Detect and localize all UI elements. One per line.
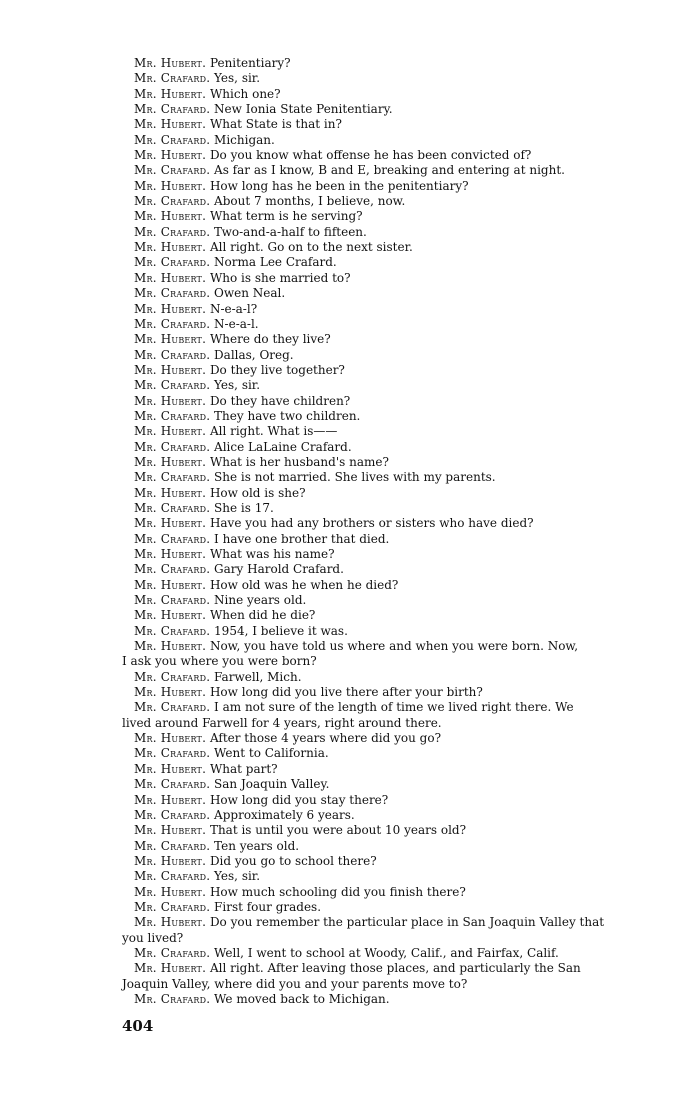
spoken-text: Yes, sir. <box>214 71 261 86</box>
speaker-name: Mr. Hubert. <box>134 424 207 439</box>
speaker-name: Mr. Crafard. <box>134 869 211 884</box>
testimony-line <box>122 700 652 715</box>
spoken-text: How long did you stay there? <box>209 792 389 807</box>
testimony-line <box>122 87 652 102</box>
spoken-text: Approximately 6 years. <box>214 807 355 822</box>
speaker-name: Mr. Crafard. <box>134 945 211 960</box>
spoken-text: That is until you were about 10 years old? <box>209 823 467 838</box>
speaker-name: Mr. Hubert. <box>134 761 207 776</box>
spoken-text: I ask you where you were born? <box>122 654 317 669</box>
speaker-name: Mr. Crafard. <box>134 531 211 546</box>
testimony-line <box>122 547 652 562</box>
testimony-line <box>122 808 652 823</box>
spoken-text: New Ionia State Penitentiary. <box>214 102 393 117</box>
speaker-name: Mr. Crafard. <box>134 623 211 638</box>
testimony-line <box>122 762 652 777</box>
testimony-line <box>122 225 652 240</box>
spoken-text: Well, I went to school at Woody, Calif., and Fairfax, Calif. <box>214 945 559 960</box>
speaker-name: Mr. Crafard. <box>134 899 211 914</box>
spoken-text: What State is that in? <box>209 117 342 132</box>
testimony-line <box>122 424 652 439</box>
testimony-line <box>122 470 652 485</box>
speaker-name: Mr. Hubert. <box>134 86 207 101</box>
speaker-name: Mr. Hubert. <box>134 270 207 285</box>
speaker-name: Mr. Crafard. <box>134 746 211 761</box>
speaker-name: Mr. Crafard. <box>134 838 211 853</box>
speaker-name: Mr. Hubert. <box>134 547 207 561</box>
speaker-name: Mr. Crafard. <box>134 378 211 393</box>
testimony-line <box>122 793 652 808</box>
speaker-name: Mr. Hubert. <box>134 608 207 623</box>
testimony-line <box>122 378 652 393</box>
testimony-line <box>122 885 652 900</box>
spoken-text: Went to California. <box>214 746 329 761</box>
testimony-line <box>122 117 652 132</box>
spoken-text: Do you know what offense he has been convicted of? <box>209 148 532 163</box>
speaker-name: Mr. Crafard. <box>134 255 211 270</box>
testimony-line <box>122 317 652 332</box>
speaker-name: Mr. Crafard. <box>134 286 211 301</box>
spoken-text: She is not married. She lives with my parents. <box>214 470 496 485</box>
spoken-text: First four grades. <box>214 899 322 914</box>
testimony-line <box>122 271 652 286</box>
speaker-name: Mr. Hubert. <box>134 853 207 868</box>
testimony-line <box>122 486 652 501</box>
spoken-text: We moved back to Michigan. <box>214 991 390 1006</box>
spoken-text: Ten years old. <box>214 838 300 853</box>
speaker-name: Mr. Hubert. <box>134 117 207 132</box>
speaker-name: Mr. Crafard. <box>134 439 211 454</box>
spoken-text: Where do they live? <box>209 332 331 347</box>
testimony-line <box>122 869 652 884</box>
testimony-line <box>122 440 652 455</box>
spoken-text: Do you remember the particular place in San Joaquin Valley that <box>209 915 605 930</box>
speaker-name: Mr. Hubert. <box>134 792 207 807</box>
speaker-name: Mr. Crafard. <box>134 669 211 684</box>
testimony-line <box>122 670 652 685</box>
testimony-line <box>122 915 652 930</box>
speaker-name: Mr. Crafard. <box>134 347 211 362</box>
spoken-text: Michigan. <box>214 132 275 147</box>
spoken-text: Penitentiary? <box>209 56 291 70</box>
spoken-text: Norma Lee Crafard. <box>214 255 337 270</box>
spoken-text: All right. After leaving those places, and particularly the San <box>209 961 581 976</box>
testimony-line <box>122 255 652 270</box>
spoken-text: Alice LaLaine Crafard. <box>214 439 352 454</box>
speaker-name: Mr. Crafard. <box>134 470 211 485</box>
testimony-line <box>122 394 652 409</box>
testimony-line <box>122 133 652 148</box>
speaker-name: Mr. Crafard. <box>134 163 211 178</box>
spoken-text: How old is she? <box>209 485 306 500</box>
spoken-text: How long did you live there after your birth? <box>209 685 483 700</box>
spoken-text: Dallas, Oreg. <box>214 347 294 362</box>
spoken-text: They have two children. <box>214 408 361 423</box>
spoken-text: N-e-a-l? <box>209 301 258 316</box>
spoken-text: When did he die? <box>209 608 316 623</box>
testimony-line-continuation <box>122 716 652 731</box>
spoken-text: What was his name? <box>209 547 335 561</box>
spoken-text: Which one? <box>209 86 281 101</box>
spoken-text: What term is he serving? <box>209 209 363 224</box>
spoken-text: How old was he when he died? <box>209 577 399 592</box>
spoken-text: All right. Go on to the next sister. <box>209 240 413 255</box>
testimony-line <box>122 209 652 224</box>
speaker-name: Mr. Hubert. <box>134 577 207 592</box>
testimony-line <box>122 163 652 178</box>
spoken-text: 1954, I believe it was. <box>214 623 348 638</box>
testimony-line <box>122 746 652 761</box>
speaker-name: Mr. Crafard. <box>134 593 211 608</box>
spoken-text: San Joaquin Valley. <box>214 777 330 792</box>
speaker-name: Mr. Hubert. <box>134 454 207 469</box>
speaker-name: Mr. Hubert. <box>134 56 207 70</box>
testimony-line <box>122 900 652 915</box>
spoken-text: Yes, sir. <box>214 869 261 884</box>
spoken-text: Owen Neal. <box>214 286 286 301</box>
testimony-line <box>122 731 652 746</box>
spoken-text: I have one brother that died. <box>214 531 390 546</box>
testimony-line <box>122 578 652 593</box>
speaker-name: Mr. Crafard. <box>134 777 211 792</box>
testimony-line <box>122 992 652 1007</box>
testimony-line <box>122 148 652 163</box>
testimony-line-continuation <box>122 654 652 669</box>
testimony-line <box>122 685 652 700</box>
testimony-line <box>122 624 652 639</box>
spoken-text: All right. What is—— <box>209 424 338 439</box>
testimony-line <box>122 854 652 869</box>
spoken-text: Nine years old. <box>214 593 307 608</box>
spoken-text: N-e-a-l. <box>214 316 259 331</box>
testimony-line <box>122 608 652 623</box>
testimony-line <box>122 516 652 531</box>
spoken-text: Gary Harold Crafard. <box>214 562 344 577</box>
testimony-line <box>122 409 652 424</box>
speaker-name: Mr. Hubert. <box>134 915 207 930</box>
speaker-name: Mr. Hubert. <box>134 332 207 347</box>
testimony-line <box>122 332 652 347</box>
spoken-text: lived around Farwell for 4 years, right around there. <box>122 715 442 730</box>
testimony-line <box>122 240 652 255</box>
spoken-text: Do they live together? <box>209 362 345 377</box>
spoken-text: After those 4 years where did you go? <box>209 731 442 746</box>
testimony-line <box>122 302 652 317</box>
spoken-text: What part? <box>209 761 278 776</box>
speaker-name: Mr. Crafard. <box>134 991 211 1006</box>
speaker-name: Mr. Crafard. <box>134 562 211 577</box>
spoken-text: Farwell, Mich. <box>214 669 302 684</box>
testimony-line-continuation <box>122 931 652 946</box>
speaker-name: Mr. Hubert. <box>134 485 207 500</box>
speaker-name: Mr. Hubert. <box>134 731 207 746</box>
testimony-line <box>122 194 652 209</box>
speaker-name: Mr. Crafard. <box>134 194 211 209</box>
spoken-text: What is her husband's name? <box>209 454 389 469</box>
testimony-line <box>122 286 652 301</box>
speaker-name: Mr. Crafard. <box>134 408 211 423</box>
speaker-name: Mr. Crafard. <box>134 102 211 117</box>
testimony-line <box>122 593 652 608</box>
speaker-name: Mr. Hubert. <box>134 685 207 700</box>
speaker-name: Mr. Crafard. <box>134 700 211 715</box>
testimony-line <box>122 823 652 838</box>
testimony-line <box>122 639 652 654</box>
spoken-text: As far as I know, B and E, breaking and entering at night. <box>214 163 565 178</box>
spoken-text: Who is she married to? <box>209 270 351 285</box>
spoken-text: Do they have children? <box>209 393 351 408</box>
testimony-line <box>122 532 652 547</box>
speaker-name: Mr. Hubert. <box>134 148 207 163</box>
speaker-name: Mr. Hubert. <box>134 639 207 654</box>
speaker-name: Mr. Crafard. <box>134 132 211 147</box>
testimony-line <box>122 179 652 194</box>
testimony-line <box>122 102 652 117</box>
speaker-name: Mr. Hubert. <box>134 961 207 976</box>
speaker-name: Mr. Hubert. <box>134 362 207 377</box>
spoken-text: I am not sure of the length of time we lived right there. We <box>214 700 574 715</box>
testimony-line <box>122 348 652 363</box>
spoken-text: you lived? <box>122 930 184 945</box>
speaker-name: Mr. Hubert. <box>134 209 207 224</box>
testimony-line <box>122 455 652 470</box>
testimony-line <box>122 562 652 577</box>
spoken-text: She is 17. <box>214 500 274 515</box>
spoken-text: Have you had any brothers or sisters who have died? <box>209 516 534 531</box>
speaker-name: Mr. Hubert. <box>134 301 207 316</box>
testimony-line <box>122 961 652 976</box>
testimony-line <box>122 56 652 71</box>
speaker-name: Mr. Hubert. <box>134 516 207 531</box>
testimony-line <box>122 501 652 516</box>
speaker-name: Mr. Crafard. <box>134 500 211 515</box>
spoken-text: Joaquin Valley, where did you and your parents move to? <box>122 976 468 991</box>
spoken-text: About 7 months, I believe, now. <box>214 194 406 209</box>
spoken-text: How much schooling did you finish there? <box>209 884 466 899</box>
spoken-text: Yes, sir. <box>214 378 261 393</box>
speaker-name: Mr. Hubert. <box>134 393 207 408</box>
testimony-line <box>122 777 652 792</box>
testimony-line <box>122 839 652 854</box>
testimony-transcript <box>122 56 652 1007</box>
spoken-text: Now, you have told us where and when you were born. Now, <box>209 639 579 654</box>
speaker-name: Mr. Hubert. <box>134 823 207 838</box>
speaker-name: Mr. Crafard. <box>134 71 211 86</box>
spoken-text: Two-and-a-half to fifteen. <box>214 224 367 239</box>
testimony-line <box>122 946 652 961</box>
page-number: 404 <box>122 1017 154 1035</box>
spoken-text: How long has he been in the penitentiary? <box>209 178 469 193</box>
testimony-line <box>122 363 652 378</box>
testimony-line-continuation <box>122 977 652 992</box>
testimony-line <box>122 71 652 86</box>
speaker-name: Mr. Crafard. <box>134 807 211 822</box>
speaker-name: Mr. Hubert. <box>134 240 207 255</box>
spoken-text: Did you go to school there? <box>209 853 377 868</box>
speaker-name: Mr. Hubert. <box>134 178 207 193</box>
speaker-name: Mr. Crafard. <box>134 224 211 239</box>
speaker-name: Mr. Hubert. <box>134 884 207 899</box>
speaker-name: Mr. Crafard. <box>134 316 211 331</box>
